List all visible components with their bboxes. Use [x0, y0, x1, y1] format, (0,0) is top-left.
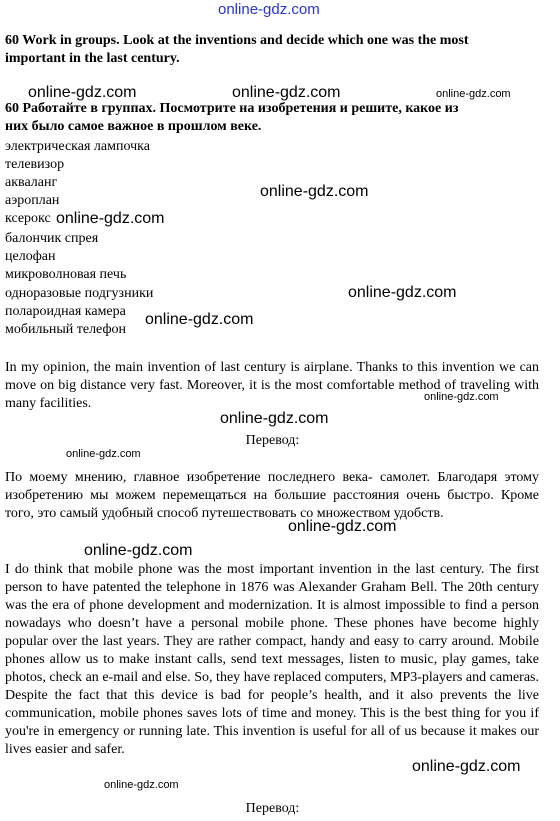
- list-item: электрическая лампочка: [5, 139, 150, 154]
- task-heading-en-line2: important in the last century.: [5, 51, 180, 66]
- list-item: микроволновая печь: [5, 267, 127, 282]
- watermark: online-gdz.com: [348, 284, 457, 301]
- watermark-top[interactable]: online-gdz.com: [218, 1, 320, 18]
- watermark: online-gdz.com: [232, 84, 341, 101]
- watermark: online-gdz.com: [56, 210, 165, 227]
- answer-airplane-en: In my opinion, the main invention of last century is airplane. Thanks to this invention we can move on big distance very fast. Moreover, it is the most comfortable method of traveling with many facilities.: [5, 360, 539, 411]
- translation-label-2: Перевод:: [245, 801, 300, 816]
- answer-airplane-ru: По моему мнению, главное изобретение последнего века- самолет. Благодаря этому изобретению мы можем перемещаться на большие расстояния очень быстро. Кроме того, это самый удобный способ путешествовать со множеством удобств.: [5, 470, 539, 521]
- list-item: ксерокс: [5, 211, 51, 226]
- watermark: online-gdz.com: [28, 84, 137, 101]
- list-item: акваланг: [5, 175, 58, 190]
- list-item: одноразовые подгузники: [5, 286, 154, 301]
- watermark: online-gdz.com: [288, 518, 397, 535]
- task-heading-en-line1: 60 Work in groups. Look at the inventions and decide which one was the most: [5, 33, 469, 48]
- watermark: online-gdz.com: [84, 542, 193, 559]
- watermark: online-gdz.com: [260, 183, 369, 200]
- task-heading-ru-line1: 60 Работайте в группах. Посмотрите на изобретения и решите, какое из: [5, 101, 459, 116]
- list-item: мобильный телефон: [5, 322, 127, 337]
- watermark: online-gdz.com: [412, 758, 521, 775]
- answer-mobile-phone-en: I do think that mobile phone was the most important invention in the last century. The first person to have patented the telephone in 1876 was Alexander Graham Bell. The 20th century was the era of phone development and modernization. It is almost impossible to find a person nowadays who doesn’t have a personal mobile phone. These phones have become highly popular over the last years. They are rather compact, handy and easy to carry around. Mobile phones allow us to make instant calls, send text messages, listen to music, play games, take photos, check an e-mail and else. So, they have replaced computers, MP3-players and cameras. Despite the fact that this device is bad for people’s health, and it also prevents the live communication, mobile phones saves lots of time and money. This is the best thing for you if you're in emergency or running late. This invention is useful for all of us because it makes our lives easier and safer.: [5, 562, 539, 757]
- watermark: online-gdz.com: [424, 391, 499, 403]
- list-item: целофан: [5, 249, 56, 264]
- watermark: online-gdz.com: [66, 448, 141, 460]
- task-heading-ru-line2: них было самое важное в прошлом веке.: [5, 119, 262, 134]
- watermark: online-gdz.com: [104, 779, 179, 791]
- translation-label: Перевод:: [245, 433, 300, 448]
- watermark: online-gdz.com: [436, 88, 511, 100]
- list-item: телевизор: [5, 157, 65, 172]
- watermark: online-gdz.com: [145, 311, 254, 328]
- watermark: online-gdz.com: [220, 410, 329, 427]
- list-item: аэроплан: [5, 193, 60, 208]
- list-item: полароидная камера: [5, 304, 126, 319]
- list-item: балончик спрея: [5, 231, 99, 246]
